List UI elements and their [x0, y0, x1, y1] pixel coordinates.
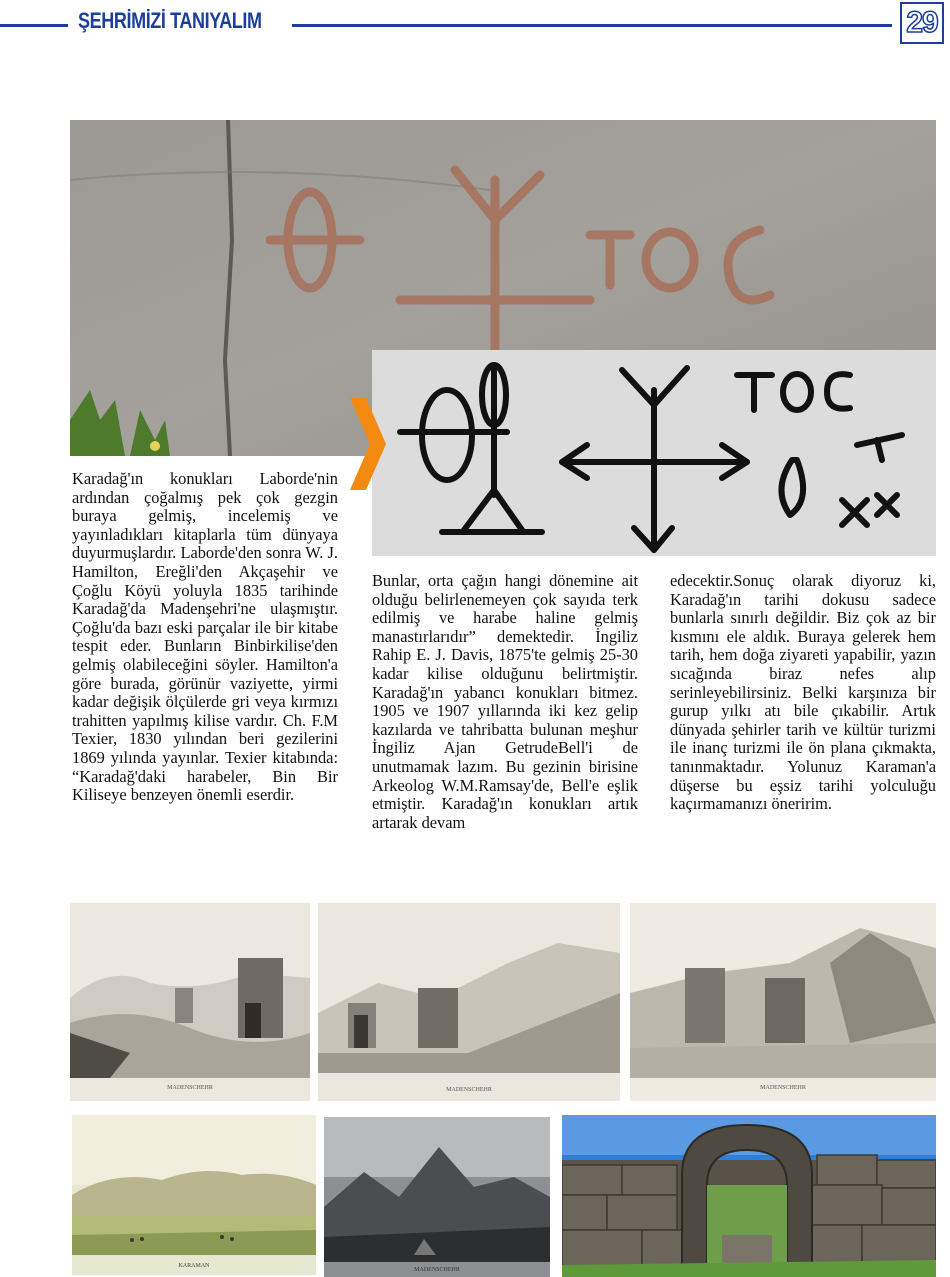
header-rule-left: [0, 24, 68, 27]
inscription-letters: TOC: [737, 410, 740, 411]
engraving-ruins-2: [318, 903, 620, 1101]
engraving-caption: MADENSCHEHR: [414, 1267, 460, 1273]
section-title: ŞEHRİMİZİ TANIYALIM: [78, 8, 262, 33]
engraving-ruins-3: [630, 903, 936, 1101]
engraving-night-mountains: [324, 1117, 550, 1277]
article-column-1: [72, 470, 338, 805]
engraving-ruins-1: [70, 903, 310, 1101]
stone-arch-ruin-photo: [562, 1115, 936, 1277]
engraving-karaman-plain: [72, 1115, 316, 1275]
article-paragraph-2: Bunlar, orta çağın hangi dönemine ait olduğu belirlenemeyen çok sayıda terk edilmiş ve harabe haline gelmiş manastırlarıdır” demektedir. İngiliz Rahip E. J. Davis, 1875'te gelmiş 25-30 kadar kilise olduğunu belirtmiştir. Karadağ'ın yabancı konukları bitmez. 1905 ve 1907 yıllarında iki kez gelip kazılarda ve tahribatta bulunan meşhur İngiliz Ajan GetrudeBell'i de unutmamak lazım. Bu gezinin birisine Arkeolog W.M.Ramsay'de, Bell'e eşlik etmiştir. Karadağ'ın konukları artık artarak devam: [372, 571, 638, 832]
article-column-3: [670, 572, 936, 814]
engraving-caption: MADENSCHEHR: [760, 1085, 806, 1091]
article-column-2: [372, 572, 638, 832]
engraving-caption: KARAMAN: [178, 1263, 210, 1269]
article-paragraph-3: edecektir.Sonuç olarak diyoruz ki, Karadağ'ın tarihi dokusu sadece bunlarla sınırlı değildir. Biz çok az bir kısmını ele aldık. Buraya gelerek hem tarih, hem doğa ziyareti yapabilir, yazın sıcağında biraz nefes alıp serinleyebilirsiniz. Belki karşınıza bir gurup yılkı atı bile çıkabilir. Artık dünyada şehirler tarih ve kültür turizmi ile inanç turizmi ile ön plana çıkmakta, tanınmaktadır. Yolunuz Karaman'a düşerse bu eşsiz tarihi yolculuğu kaçırmamanızı öneririm.: [670, 571, 936, 814]
engraving-caption: MADENSCHEHR: [446, 1087, 492, 1093]
inscription-drawing-inset: [372, 350, 936, 556]
header-rule-right: [292, 24, 892, 27]
engraving-caption: MADENSCHEHR: [167, 1085, 213, 1091]
article-paragraph-1: Karadağ'ın konukları Laborde'nin ardından çoğalmış pek çok gezgin buraya gelmiş, incelemiş ve yayınladıkları kitaplarla tüm dünyaya duyurmuşlardır. Laborde'den sonra W. J. Hamilton, Ereğli'den Akçaşehir ve Çoğlu Köyü yoluyla 1835 tarihinde Karadağ'da Madenşehri'ne ulaşmıştır. Çoğlu'da bazı eski parçalar ile bir kitabe tespit eder. Bunların Binbirkilise'den gelmiş olabileceğini söyler. Hamilton'a göre burada, görünür vaziyette, yirmi kadar değişik ölçülerde gri veya kırmızı trahitten yapılmış kilise vardır. Ch. F.M Texier, 1830 yılından beri gezilerini 1869 yılında yayınlar. Texier kitabında: “Karadağ'daki harabeler, Bin Bir Kiliseye benzeyen önemli eserdir.: [72, 469, 338, 805]
chevron-right-icon: [350, 398, 386, 490]
page-number: 29: [900, 2, 944, 44]
